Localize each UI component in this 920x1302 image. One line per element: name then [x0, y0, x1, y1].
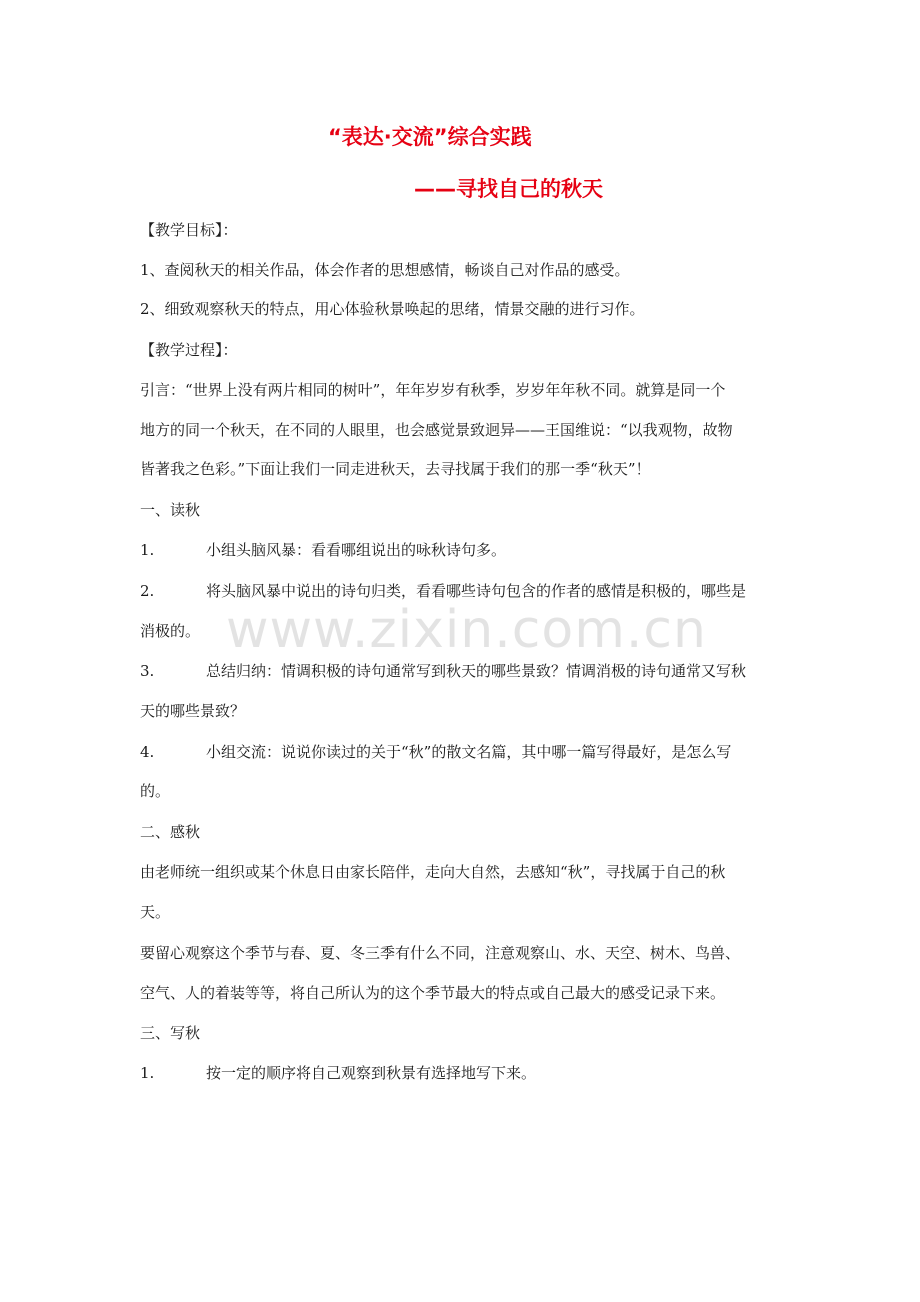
line-text: 二、感秋 — [140, 823, 201, 841]
body-line — [140, 660, 746, 682]
list-number: 3. — [140, 662, 155, 680]
body-line — [140, 298, 645, 320]
line-text: 小组头脑风暴：看看哪组说出的咏秋诗句多。 — [206, 541, 507, 559]
line-text: 消极的。 — [140, 622, 201, 640]
body-line — [140, 1022, 200, 1044]
list-number: 2. — [140, 582, 155, 600]
line-text: 2、细致观察秋天的特点，用心体验秋景唤起的思绪，情景交融的进行习作。 — [140, 300, 645, 318]
line-text: 由老师统一组织或某个休息日由家长陪伴，走向大自然，去感知“秋”，寻找属于自己的秋 — [140, 863, 726, 881]
body-line — [140, 419, 733, 441]
line-text: 天。 — [140, 903, 171, 921]
line-text: 引言：“世界上没有两片相同的树叶”，年年岁岁有秋季，岁岁年年秋不同。就算是同一个 — [140, 381, 726, 399]
body-line — [140, 259, 630, 281]
body-line — [140, 861, 725, 883]
body-line — [140, 1062, 536, 1084]
body-line — [140, 821, 200, 843]
line-text: 小组交流：说说你读过的关于“秋”的散文名篇，其中哪一篇写得最好，是怎么写 — [206, 743, 732, 761]
body-line — [140, 339, 238, 361]
watermark-text: www.zixin.com.cn — [226, 600, 707, 660]
body-line — [140, 539, 506, 561]
line-text: 空气、人的着装等等，将自己所认为的这个季节最大的特点或自己最大的感受记录下来。 — [140, 984, 726, 1002]
line-text: 的。 — [140, 782, 171, 800]
body-line — [140, 219, 238, 241]
line-text: 按一定的顺序将自己观察到秋景有选择地写下来。 — [206, 1064, 537, 1082]
document-title: “表达·交流”综合实践 — [328, 125, 532, 149]
body-line — [140, 379, 725, 401]
body-line — [140, 982, 725, 1004]
line-text: 1、查阅秋天的相关作品，体会作者的思想感情，畅谈自己对作品的感受。 — [140, 261, 630, 279]
body-line — [140, 901, 170, 923]
body-line — [140, 458, 651, 480]
line-text: 【教学过程】： — [140, 341, 238, 359]
body-line — [140, 942, 740, 964]
body-line — [140, 741, 731, 763]
body-line — [140, 700, 245, 722]
body-line — [140, 620, 200, 642]
line-text: 天的哪些景致？ — [140, 702, 246, 720]
line-text: 要留心观察这个季节与春、夏、冬三季有什么不同，注意观察山、水、天空、树木、鸟兽、 — [140, 944, 741, 962]
line-text: 将头脑风暴中说出的诗句归类，看看哪些诗句包含的作者的感情是积极的，哪些是 — [206, 582, 747, 600]
list-number: 1. — [140, 541, 155, 559]
line-text: 【教学目标】： — [140, 221, 238, 239]
document-subtitle: ——寻找自己的秋天 — [414, 177, 603, 201]
body-line — [140, 780, 170, 802]
line-text: 地方的同一个秋天，在不同的人眼里，也会感觉景致迥异——王国维说：“以我观物，故物 — [140, 421, 733, 439]
body-line — [140, 580, 746, 602]
list-number: 4. — [140, 743, 155, 761]
body-line — [140, 499, 200, 521]
line-text: 皆著我之色彩。”下面让我们一同走进秋天，去寻找属于我们的那一季“秋天”！ — [140, 460, 651, 478]
list-number: 1. — [140, 1064, 155, 1082]
line-text: 一、读秋 — [140, 501, 201, 519]
line-text: 三、写秋 — [140, 1024, 201, 1042]
line-text: 总结归纳：情调积极的诗句通常写到秋天的哪些景致？情调消极的诗句通常又写秋 — [206, 662, 747, 680]
